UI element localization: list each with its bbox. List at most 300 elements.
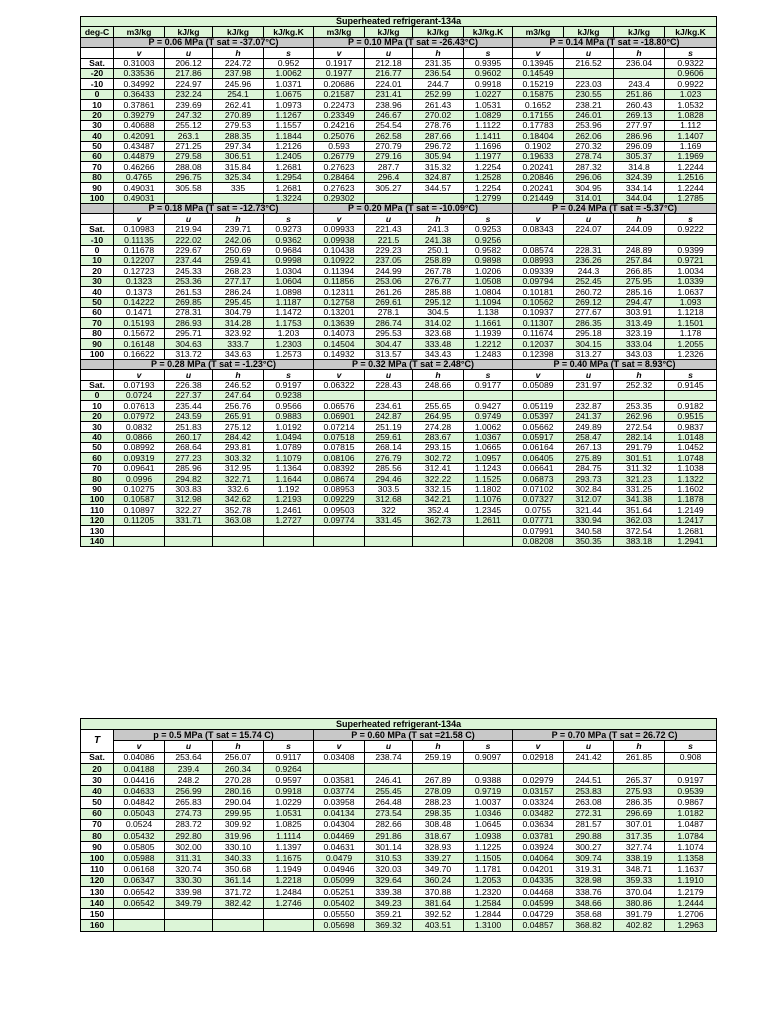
- value-cell: 266.85: [614, 266, 665, 276]
- value-cell: 304.79: [213, 307, 264, 317]
- value-cell: 319.31: [564, 864, 614, 875]
- value-cell: 304.63: [165, 339, 213, 349]
- variable-label: s: [464, 741, 513, 752]
- value-cell: 0.05099: [314, 875, 365, 886]
- value-cell: 0.05698: [314, 920, 365, 931]
- value-cell: 0.08992: [114, 443, 165, 453]
- value-cell: 1.1218: [665, 307, 717, 317]
- table-row: [81, 763, 717, 774]
- value-cell: 381.64: [413, 898, 464, 909]
- value-cell: 0.14932: [314, 349, 365, 359]
- temperature-cell: 100: [81, 494, 114, 504]
- table-row: [81, 89, 717, 99]
- table-row: [81, 266, 717, 276]
- value-cell: 271.25: [165, 141, 213, 151]
- value-cell: 1.1074: [665, 842, 717, 853]
- value-cell: 286.93: [165, 318, 213, 328]
- value-cell: 369.32: [365, 920, 413, 931]
- value-cell: 324.39: [614, 172, 665, 182]
- temperature-cell: 80: [81, 172, 114, 182]
- value-cell: 0.9867: [665, 797, 717, 808]
- value-cell: 0.9388: [464, 774, 513, 785]
- value-cell: 1.0675: [264, 89, 314, 99]
- value-cell: 0.1977: [314, 68, 365, 78]
- value-cell: [413, 763, 464, 774]
- value-cell: 0.26779: [314, 152, 365, 162]
- value-cell: 0.03408: [314, 752, 365, 763]
- value-cell: 246.52: [213, 380, 264, 390]
- value-cell: 248.66: [413, 380, 464, 390]
- value-cell: 288.23: [413, 797, 464, 808]
- value-cell: 349.23: [365, 898, 413, 909]
- value-cell: 238.21: [564, 100, 614, 110]
- value-cell: 1.2681: [264, 183, 314, 193]
- value-cell: 224.01: [365, 79, 413, 89]
- value-cell: 1.1501: [665, 318, 717, 328]
- variable-label: h: [614, 741, 665, 752]
- value-cell: 305.27: [365, 183, 413, 193]
- value-cell: 331.45: [365, 515, 413, 525]
- value-cell: 304.95: [564, 183, 614, 193]
- value-cell: 0.06542: [114, 898, 165, 909]
- value-cell: 227.37: [165, 391, 213, 401]
- value-cell: 0.08674: [314, 474, 365, 484]
- temperature-cell: 10: [81, 100, 114, 110]
- value-cell: 0.04857: [513, 920, 564, 931]
- value-cell: 1.1076: [464, 494, 513, 504]
- value-cell: 313.49: [614, 318, 665, 328]
- value-cell: 0.12723: [114, 266, 165, 276]
- variable-label: v: [513, 741, 564, 752]
- value-cell: 261.85: [614, 752, 665, 763]
- value-cell: 314.8: [614, 162, 665, 172]
- value-cell: 0.03958: [314, 797, 365, 808]
- value-cell: 370.88: [413, 886, 464, 897]
- value-cell: 0.13945: [513, 58, 564, 68]
- value-cell: 1.1696: [464, 141, 513, 151]
- value-cell: 0.10181: [513, 287, 564, 297]
- value-cell: [213, 909, 264, 920]
- variable-label: u: [165, 214, 213, 224]
- value-cell: 247.64: [213, 391, 264, 401]
- temperature-cell: 60: [81, 808, 114, 819]
- table-row: [81, 752, 717, 763]
- value-cell: 383.18: [614, 536, 665, 546]
- table-row: [81, 864, 717, 875]
- value-cell: 333.48: [413, 339, 464, 349]
- value-cell: 313.72: [165, 349, 213, 359]
- value-cell: 239.69: [165, 100, 213, 110]
- temperature-cell: Sat.: [81, 224, 114, 234]
- value-cell: 285.56: [365, 463, 413, 473]
- value-cell: 1.1844: [264, 131, 314, 141]
- value-cell: 1.0034: [665, 266, 717, 276]
- value-cell: 0.08208: [513, 536, 564, 546]
- value-cell: 303.83: [165, 484, 213, 494]
- value-cell: 303.32: [213, 453, 264, 463]
- value-cell: 324.87: [413, 172, 464, 182]
- value-cell: [314, 526, 365, 536]
- pressure-header: p = 0.5 MPa (T sat = 15.74 C): [114, 730, 314, 741]
- value-cell: 0.9606: [665, 68, 717, 78]
- value-cell: 0.14549: [513, 68, 564, 78]
- value-cell: 0.43487: [114, 141, 165, 151]
- variable-label: s: [264, 214, 314, 224]
- value-cell: 234.61: [365, 401, 413, 411]
- value-cell: 0.17783: [513, 120, 564, 130]
- value-cell: 330.94: [564, 515, 614, 525]
- value-cell: 1.2528: [464, 172, 513, 182]
- value-cell: 0.11307: [513, 318, 564, 328]
- value-cell: 0.12037: [513, 339, 564, 349]
- value-cell: 1.2484: [264, 886, 314, 897]
- temperature-cell: 20: [81, 411, 114, 421]
- value-cell: 283.72: [165, 819, 213, 830]
- value-cell: 219.94: [165, 224, 213, 234]
- value-cell: 339.38: [365, 886, 413, 897]
- pressure-header: P = 0.14 MPa (T sat = -18.80°C): [513, 37, 717, 47]
- value-cell: 253.36: [165, 276, 213, 286]
- value-cell: 268.64: [165, 443, 213, 453]
- value-cell: 0.27623: [314, 183, 365, 193]
- value-cell: 1.093: [665, 297, 717, 307]
- value-cell: 372.54: [614, 526, 665, 536]
- value-cell: 305.58: [165, 183, 213, 193]
- unit-header: kJ/kg: [413, 27, 464, 37]
- value-cell: 0.952: [264, 58, 314, 68]
- value-cell: 1.0973: [264, 100, 314, 110]
- value-cell: 255.12: [165, 120, 213, 130]
- value-cell: 0.9097: [464, 752, 513, 763]
- value-cell: 287.66: [413, 131, 464, 141]
- table-row: [81, 920, 717, 931]
- value-cell: 302.84: [564, 484, 614, 494]
- value-cell: 1.0148: [665, 432, 717, 442]
- value-cell: 0.10562: [513, 297, 564, 307]
- temperature-cell: Sat.: [81, 58, 114, 68]
- value-cell: 351.64: [614, 505, 665, 515]
- value-cell: 325.34: [213, 172, 264, 182]
- temperature-cell: 70: [81, 162, 114, 172]
- temperature-cell: Sat.: [81, 380, 114, 390]
- value-cell: 0.0724: [114, 391, 165, 401]
- value-cell: 0.03781: [513, 830, 564, 841]
- temperature-cell: 30: [81, 276, 114, 286]
- value-cell: 0.11394: [314, 266, 365, 276]
- value-cell: 0.11205: [114, 515, 165, 525]
- value-cell: 1.0371: [264, 79, 314, 89]
- value-cell: 1.1187: [264, 297, 314, 307]
- value-cell: 0.07214: [314, 422, 365, 432]
- value-cell: 333.04: [614, 339, 665, 349]
- value-cell: 1.1602: [665, 484, 717, 494]
- value-cell: 0.07193: [114, 380, 165, 390]
- variable-row: [81, 370, 717, 380]
- value-cell: 1.0828: [665, 110, 717, 120]
- value-cell: [365, 526, 413, 536]
- value-cell: 238.96: [365, 100, 413, 110]
- value-cell: 1.2844: [464, 909, 513, 920]
- value-cell: 260.17: [165, 432, 213, 442]
- value-cell: 255.45: [365, 786, 413, 797]
- value-cell: 362.73: [413, 515, 464, 525]
- value-cell: 1.2611: [464, 515, 513, 525]
- table-row: [81, 100, 717, 110]
- temperature-cell: 150: [81, 909, 114, 920]
- value-cell: 349.70: [413, 864, 464, 875]
- value-cell: 275.95: [614, 276, 665, 286]
- value-cell: 0.06873: [513, 474, 564, 484]
- unit-header: m3/kg: [513, 27, 564, 37]
- value-cell: 291.86: [365, 830, 413, 841]
- table-row: [81, 909, 717, 920]
- units-row: [81, 27, 717, 37]
- pressure-header: P = 0.70 MPa (T sat = 26.72 C): [513, 730, 717, 741]
- value-cell: 254.54: [365, 120, 413, 130]
- value-cell: 279.53: [213, 120, 264, 130]
- table-row: [81, 853, 717, 864]
- table-row: [81, 515, 717, 525]
- value-cell: 304.15: [564, 339, 614, 349]
- value-cell: 303.91: [614, 307, 665, 317]
- value-cell: 0.9597: [264, 774, 314, 785]
- value-cell: 265.91: [213, 411, 264, 421]
- value-cell: 309.74: [564, 853, 614, 864]
- value-cell: 267.78: [413, 266, 464, 276]
- value-cell: 0.9395: [464, 58, 513, 68]
- value-cell: 1.1225: [464, 842, 513, 853]
- value-cell: 1.1753: [264, 318, 314, 328]
- value-cell: 1.1939: [464, 328, 513, 338]
- value-cell: 0.9883: [264, 411, 314, 421]
- value-cell: 348.66: [564, 898, 614, 909]
- pressure-header: P = 0.32 MPa (T sat = 2.48°C): [314, 359, 513, 369]
- value-cell: 314.01: [564, 193, 614, 203]
- temperature-cell: 100: [81, 193, 114, 203]
- value-cell: 263.1: [165, 131, 213, 141]
- value-cell: 321.23: [614, 474, 665, 484]
- value-cell: 251.83: [165, 422, 213, 432]
- value-cell: 313.27: [564, 349, 614, 359]
- value-cell: 1.1802: [464, 484, 513, 494]
- table-row: [81, 235, 717, 245]
- value-cell: 301.51: [614, 453, 665, 463]
- value-cell: 0.9539: [665, 786, 717, 797]
- temperature-cell: 140: [81, 898, 114, 909]
- value-cell: 1.1079: [264, 453, 314, 463]
- value-cell: 322.27: [165, 505, 213, 515]
- value-cell: 0.04599: [513, 898, 564, 909]
- value-cell: 0.05662: [513, 422, 564, 432]
- value-cell: 0.9998: [264, 255, 314, 265]
- value-cell: 312.41: [413, 463, 464, 473]
- value-cell: [213, 526, 264, 536]
- value-cell: 0.06542: [114, 886, 165, 897]
- value-cell: 0.9515: [665, 411, 717, 421]
- unit-header: deg-C: [81, 27, 114, 37]
- table-row: [81, 830, 717, 841]
- value-cell: 352.4: [413, 505, 464, 515]
- variable-label: v: [114, 48, 165, 58]
- value-cell: 0.17155: [513, 110, 564, 120]
- temperature-cell: 10: [81, 401, 114, 411]
- value-cell: 285.96: [165, 463, 213, 473]
- value-cell: [614, 763, 665, 774]
- value-cell: 0.07518: [314, 432, 365, 442]
- value-cell: 0.1652: [513, 100, 564, 110]
- unit-header: kJ/kg: [365, 27, 413, 37]
- temperature-cell: 50: [81, 141, 114, 151]
- value-cell: 1.0531: [264, 808, 314, 819]
- variable-label: u: [564, 48, 614, 58]
- value-cell: [165, 920, 213, 931]
- value-cell: 294.82: [165, 474, 213, 484]
- value-cell: 0.11674: [513, 328, 564, 338]
- temperature-cell: 20: [81, 266, 114, 276]
- value-cell: 0.9427: [464, 401, 513, 411]
- value-cell: 0.04842: [114, 797, 165, 808]
- value-cell: 0.10937: [513, 307, 564, 317]
- table-row: [81, 58, 717, 68]
- value-cell: [114, 526, 165, 536]
- table-row: [81, 875, 717, 886]
- value-cell: 232.24: [165, 89, 213, 99]
- value-cell: 0.15672: [114, 328, 165, 338]
- value-cell: 0.03924: [513, 842, 564, 853]
- value-cell: 382.42: [213, 898, 264, 909]
- value-cell: 0.22473: [314, 100, 365, 110]
- value-cell: 1.2218: [264, 875, 314, 886]
- table-row: [81, 505, 717, 515]
- value-cell: 0.10897: [114, 505, 165, 515]
- value-cell: 323.92: [213, 328, 264, 338]
- value-cell: 274.28: [413, 422, 464, 432]
- value-cell: 290.04: [213, 797, 264, 808]
- value-cell: 1.112: [665, 120, 717, 130]
- temperature-cell: -10: [81, 79, 114, 89]
- value-cell: 277.67: [564, 307, 614, 317]
- value-cell: 278.74: [564, 152, 614, 162]
- table-row: [81, 193, 717, 203]
- value-cell: 350.68: [213, 864, 264, 875]
- value-cell: 0.9399: [665, 245, 717, 255]
- value-cell: 237.44: [165, 255, 213, 265]
- value-cell: 278.09: [413, 786, 464, 797]
- value-cell: 0.25076: [314, 131, 365, 141]
- value-cell: 0.1323: [114, 276, 165, 286]
- value-cell: 1.1243: [464, 463, 513, 473]
- value-cell: 295.12: [413, 297, 464, 307]
- value-cell: 0.05119: [513, 401, 564, 411]
- value-cell: [564, 235, 614, 245]
- value-cell: 0.05402: [314, 898, 365, 909]
- value-cell: 403.51: [413, 920, 464, 931]
- value-cell: 0.10983: [114, 224, 165, 234]
- temperature-cell: 30: [81, 774, 114, 785]
- value-cell: 0.9362: [264, 235, 314, 245]
- value-cell: 0.0524: [114, 819, 165, 830]
- value-cell: 293.73: [564, 474, 614, 484]
- table-row: [81, 484, 717, 494]
- value-cell: 362.03: [614, 515, 665, 525]
- temperature-cell: 20: [81, 763, 114, 774]
- unit-header: kJ/kg: [213, 27, 264, 37]
- value-cell: 0.28464: [314, 172, 365, 182]
- table-row: [81, 328, 717, 338]
- table-row: [81, 183, 717, 193]
- value-cell: 0.14504: [314, 339, 365, 349]
- value-cell: 251.86: [614, 89, 665, 99]
- value-cell: 1.178: [665, 328, 717, 338]
- value-cell: 1.1407: [665, 131, 717, 141]
- value-cell: 0.15219: [513, 79, 564, 89]
- value-cell: 0.46266: [114, 162, 165, 172]
- superheated-table-1: [80, 16, 717, 547]
- value-cell: 282.14: [614, 432, 665, 442]
- value-cell: 1.0229: [264, 797, 314, 808]
- value-cell: 0.24216: [314, 120, 365, 130]
- value-cell: 1.0532: [665, 100, 717, 110]
- pressure-header: P = 0.06 MPa (T sat = -37.07°C): [114, 37, 314, 47]
- value-cell: 0.07991: [513, 526, 564, 536]
- table-row: [81, 443, 717, 453]
- value-cell: 0.40688: [114, 120, 165, 130]
- value-cell: 280.16: [213, 786, 264, 797]
- value-cell: 0.08106: [314, 453, 365, 463]
- value-cell: 348.71: [614, 864, 665, 875]
- value-cell: 267.13: [564, 443, 614, 453]
- value-cell: [413, 391, 464, 401]
- value-cell: 260.43: [614, 100, 665, 110]
- value-cell: 1.2320: [464, 886, 513, 897]
- value-cell: 235.44: [165, 401, 213, 411]
- value-cell: 252.32: [614, 380, 665, 390]
- value-cell: 306.51: [213, 152, 264, 162]
- value-cell: 253.06: [365, 276, 413, 286]
- temperature-cell: 40: [81, 432, 114, 442]
- value-cell: 0.11678: [114, 245, 165, 255]
- unit-header: m3/kg: [314, 27, 365, 37]
- value-cell: 0.04188: [114, 763, 165, 774]
- pressure-header-row: [81, 204, 717, 214]
- value-cell: 1.2244: [665, 183, 717, 193]
- value-cell: 360.24: [413, 875, 464, 886]
- table-row: [81, 276, 717, 286]
- blank-cell: [81, 370, 114, 380]
- table-row: [81, 536, 717, 546]
- temperature-label: T: [81, 730, 114, 752]
- value-cell: [314, 536, 365, 546]
- value-cell: 0.9602: [464, 68, 513, 78]
- variable-label: s: [464, 48, 513, 58]
- value-cell: 1.1949: [264, 864, 314, 875]
- value-cell: 0.05988: [114, 853, 165, 864]
- value-cell: 1.0957: [464, 453, 513, 463]
- value-cell: 333.7: [213, 339, 264, 349]
- value-cell: 0.09503: [314, 505, 365, 515]
- value-cell: 323.68: [413, 328, 464, 338]
- value-cell: 1.0367: [464, 432, 513, 442]
- value-cell: 284.75: [564, 463, 614, 473]
- value-cell: 256.99: [165, 786, 213, 797]
- pressure-header: P = 0.24 MPa (T sat = -5.37°C): [513, 204, 717, 214]
- temperature-cell: 50: [81, 443, 114, 453]
- value-cell: 287.7: [365, 162, 413, 172]
- value-cell: 0.9582: [464, 245, 513, 255]
- value-cell: 1.2681: [264, 162, 314, 172]
- value-cell: 310.53: [365, 853, 413, 864]
- value-cell: 262.06: [564, 131, 614, 141]
